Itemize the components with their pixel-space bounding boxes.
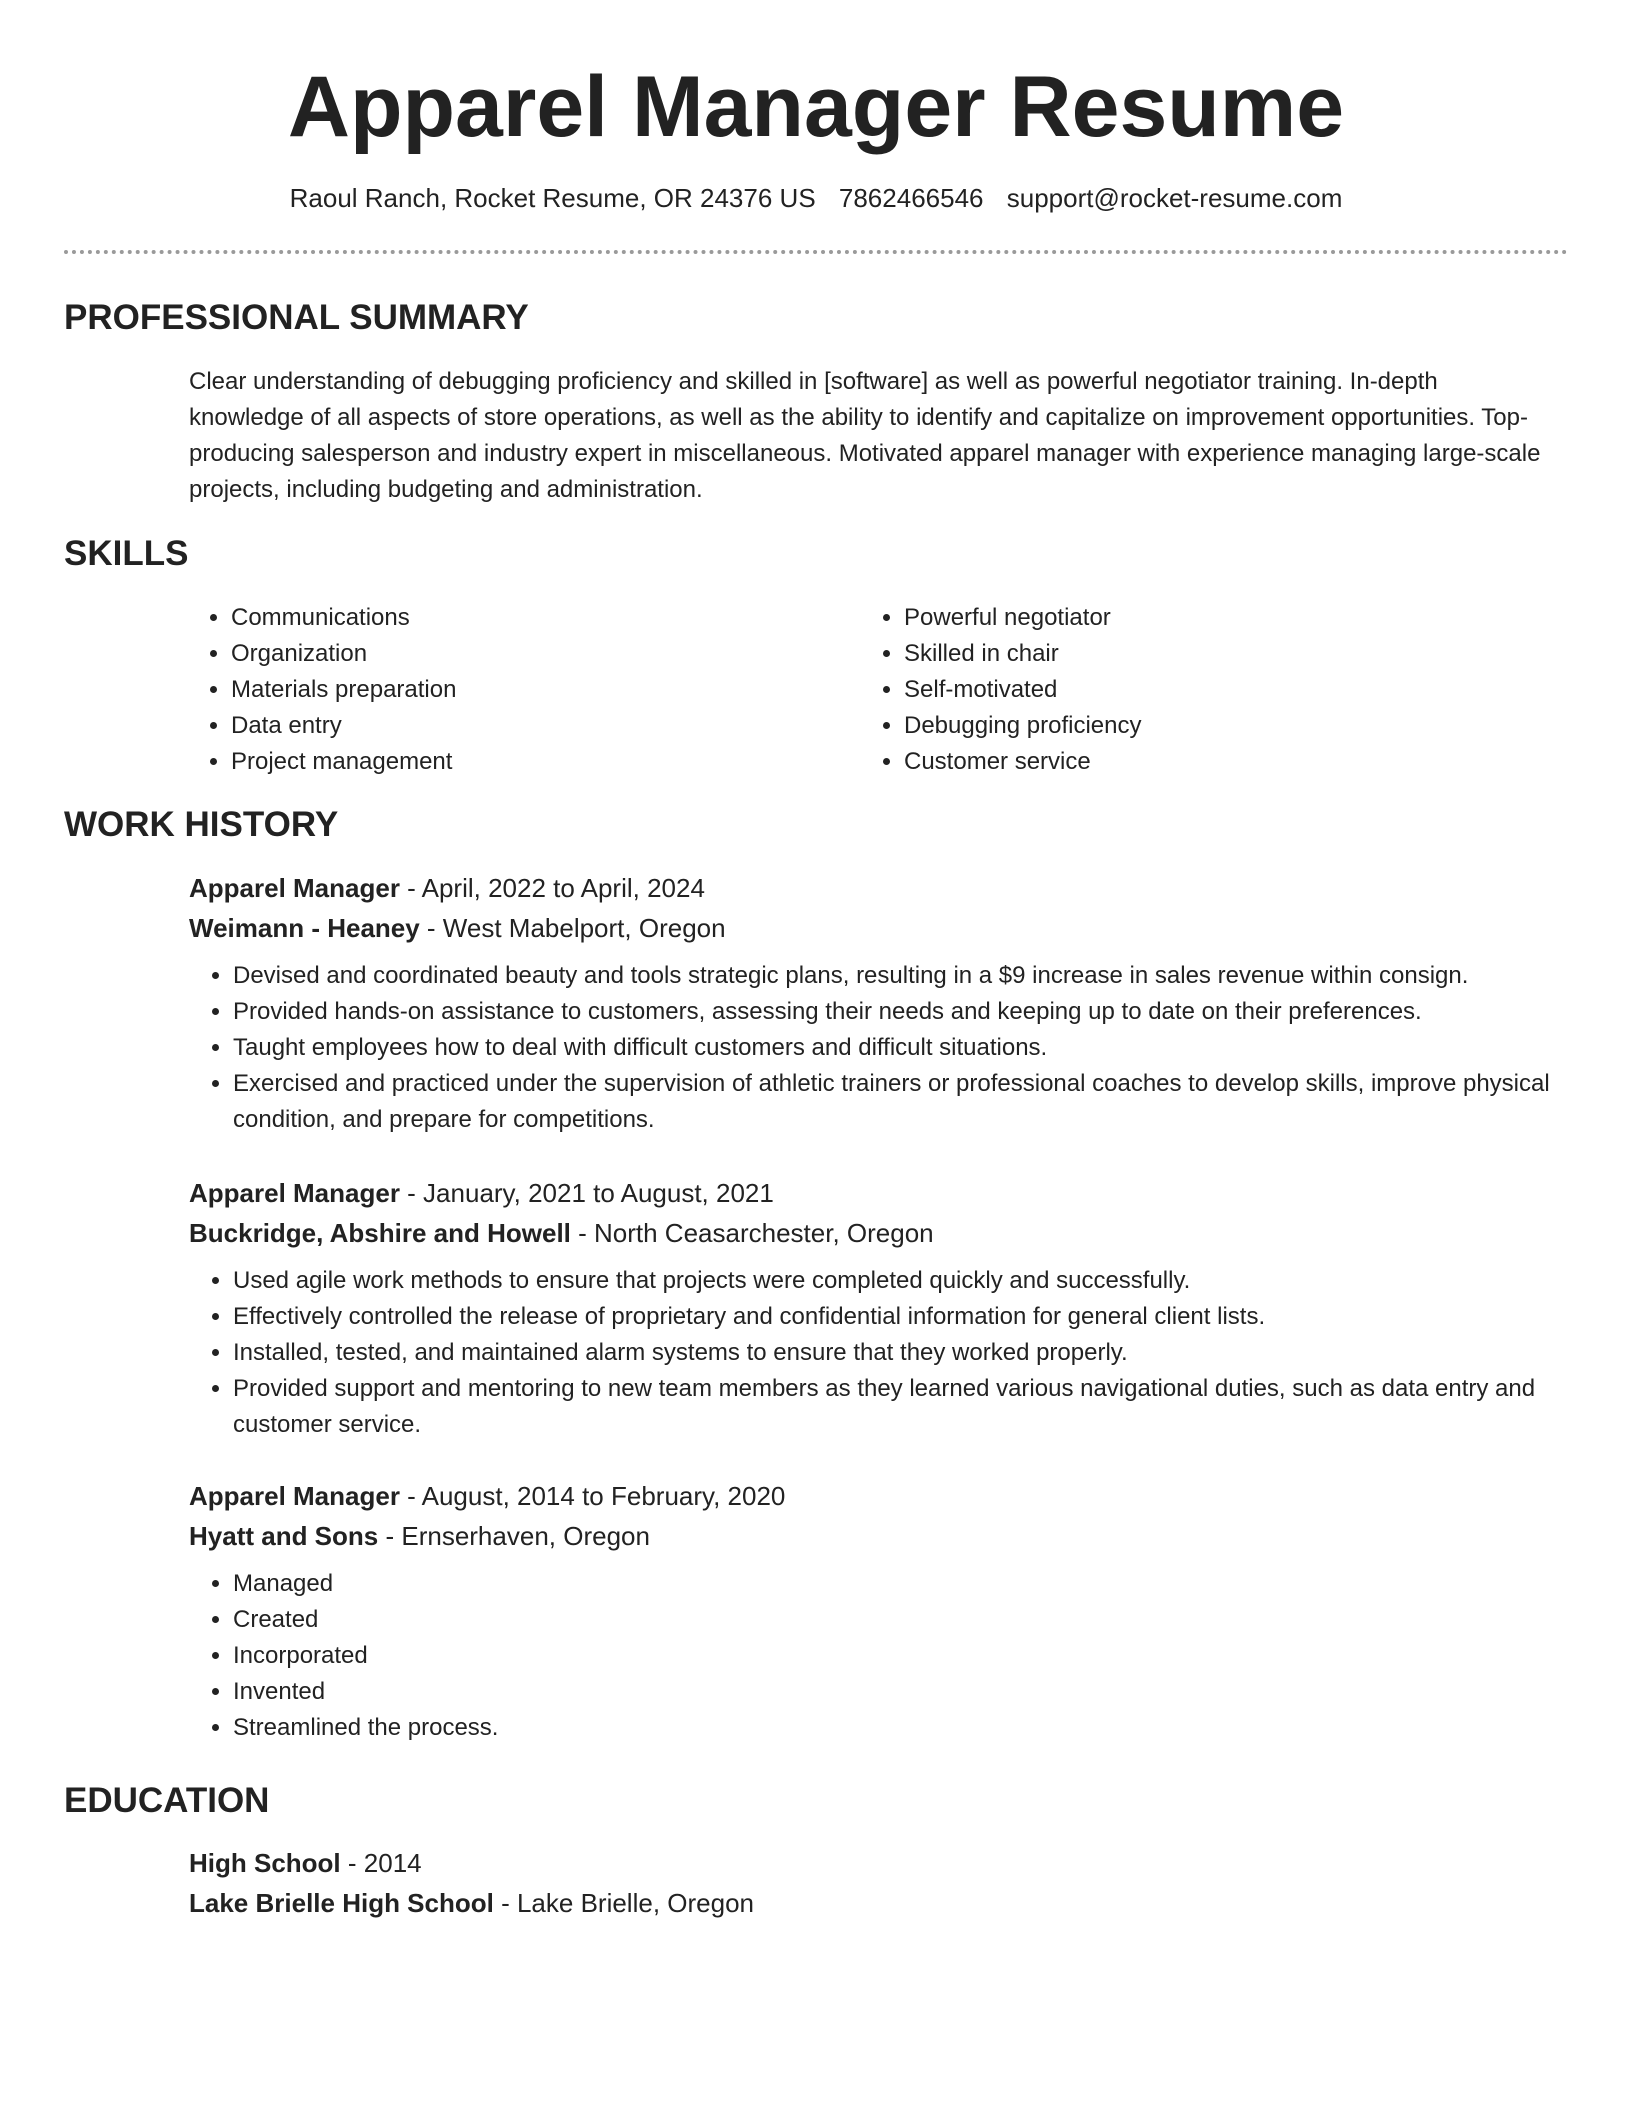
skill-item: • Organization [231,636,807,672]
contact-email: support@rocket-resume.com [1006,183,1343,213]
contact-line [0,178,1632,218]
job-dates: - April, 2022 to April, 2024 [399,873,705,903]
education-degree-line [189,1843,1569,1883]
education-school: Lake Brielle High School [189,1888,494,1918]
skill-item: • Materials preparation [231,672,807,708]
section-heading-skills: SKILLS [64,534,189,573]
job-duty: • Invented [233,1674,1569,1710]
skills-list-left [187,600,807,780]
job-company-line [189,1516,1569,1556]
job-duties-list [189,1263,1569,1443]
job-duty: • Effectively controlled the release of proprietary and confidential information for general client lists. [233,1299,1569,1335]
skill-item: • Debugging proficiency [904,708,1480,744]
job-entry [189,1173,1569,1443]
education-year: - 2014 [340,1848,422,1878]
job-duty: • Devised and coordinated beauty and tools strategic plans, resulting in a $9 increase in sales revenue within consign. [233,958,1569,994]
job-title: Apparel Manager [189,1481,400,1511]
job-duty: • Created [233,1602,1569,1638]
skills-list-right [860,600,1480,780]
job-duties-list [189,1566,1569,1746]
job-entry [189,1476,1569,1746]
job-duty: • Used agile work methods to ensure that projects were completed quickly and successfully. [233,1263,1569,1299]
section-heading-work-history: WORK HISTORY [64,805,339,844]
job-company: Weimann - Heaney [189,913,420,943]
job-duty: • Provided hands-on assistance to customers, assessing their needs and keeping up to date on their preferences. [233,994,1569,1030]
skill-item: • Communications [231,600,807,636]
job-title-line [189,1173,1569,1213]
education-entry [189,1843,1569,1923]
job-title-line [189,868,1569,908]
job-company: Hyatt and Sons [189,1521,379,1551]
job-title-line [189,1476,1569,1516]
job-duty: • Provided support and mentoring to new team members as they learned various navigational duties, such as data entry and customer service. [233,1371,1569,1443]
job-location: - North Ceasarchester, Oregon [570,1218,934,1248]
job-duty: • Exercised and practiced under the supervision of athletic trainers or professional coaches to develop skills, improve physical condition, and prepare for competitions. [233,1066,1569,1138]
job-company-line [189,1213,1569,1253]
job-title: Apparel Manager [189,873,400,903]
skills-column-right [860,600,1480,780]
job-company-line [189,908,1569,948]
section-heading-summary: PROFESSIONAL SUMMARY [64,298,529,337]
job-location: - West Mabelport, Oregon [419,913,726,943]
job-duty: • Taught employees how to deal with difficult customers and difficult situations. [233,1030,1569,1066]
page-title: Apparel Manager Resume [287,59,1345,155]
skill-item: • Data entry [231,708,807,744]
contact-phone: 7862466546 [838,183,984,213]
job-duties-list [189,958,1569,1138]
section-heading-education: EDUCATION [64,1781,270,1820]
job-dates: - August, 2014 to February, 2020 [399,1481,786,1511]
skill-item: • Skilled in chair [904,636,1480,672]
job-location: - Ernserhaven, Oregon [378,1521,650,1551]
skill-item: • Customer service [904,744,1480,780]
job-duty: • Managed [233,1566,1569,1602]
skill-item: • Self-motivated [904,672,1480,708]
job-title: Apparel Manager [189,1178,400,1208]
job-duty: • Incorporated [233,1638,1569,1674]
education-degree: High School [189,1848,341,1878]
job-company: Buckridge, Abshire and Howell [189,1218,571,1248]
contact-address: Raoul Ranch, Rocket Resume, OR 24376 US [289,183,816,213]
education-school-line [189,1883,1569,1923]
job-entry [189,868,1569,1138]
skills-column-left [187,600,807,780]
job-duty: • Streamlined the process. [233,1710,1569,1746]
education-location: - Lake Brielle, Oregon [493,1888,754,1918]
job-dates: - January, 2021 to August, 2021 [399,1178,774,1208]
job-duty: • Installed, tested, and maintained alarm systems to ensure that they worked properly. [233,1335,1569,1371]
skill-item: • Powerful negotiator [904,600,1480,636]
skill-item: • Project management [231,744,807,780]
header-divider [64,250,1568,254]
summary-text: Clear understanding of debugging proficiency and skilled in [software] as well as powerful negotiator training. In-depth knowledge of all aspects of store operations, as well as the ability to identify and capitalize on improvement opportunities. Top-producing salesperson and industry expert in miscellaneous. Motivated apparel manager with experience managing large-scale projects, including budgeting and administration. [189,368,1541,503]
